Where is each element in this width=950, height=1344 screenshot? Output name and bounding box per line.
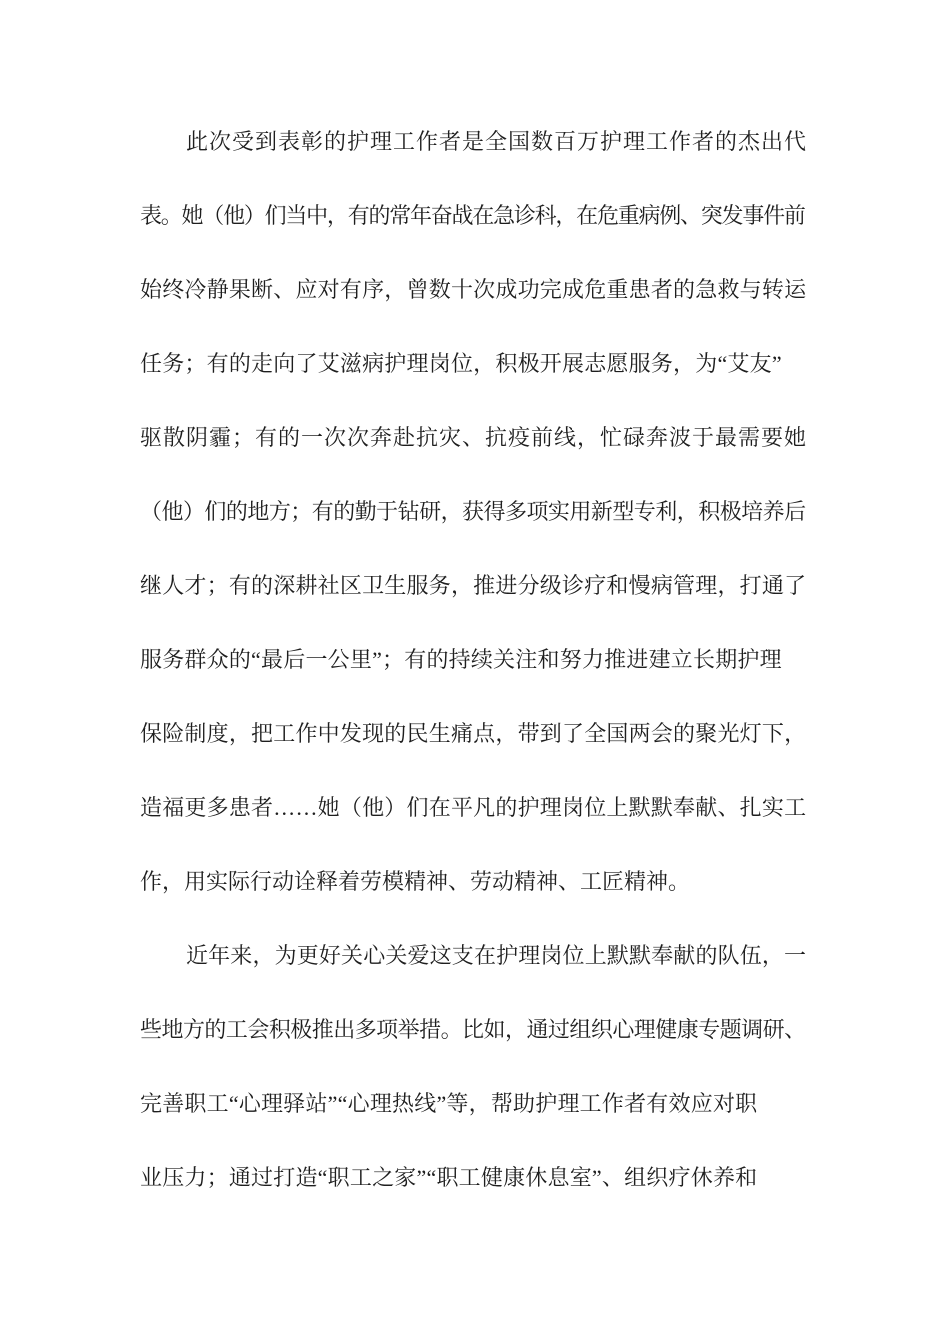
text-line: 此次受到表彰的护理工作者是全国数百万护理工作者的杰出代	[186, 129, 808, 154]
text-line: 继人才；有的深耕社区卫生服务，推进分级诊疗和慢病管理，打通了	[140, 573, 807, 598]
text-line: 些地方的工会积极推出多项举措。比如，通过组织心理健康专题调研、	[140, 1017, 806, 1042]
text-line: 近年来，为更好关心关爱这支在护理岗位上默默奉献的队伍，一	[186, 943, 807, 968]
document-body	[140, 105, 806, 1215]
text-line: （他）们的地方；有的勤于钻研，获得多项实用新型专利，积极培养后	[140, 499, 806, 524]
text-line: 保险制度，把工作中发现的民生痛点，带到了全国两会的聚光灯下，	[140, 721, 807, 746]
text-line: 服务群众的“最后一公里”；有的持续关注和努力推进建立长期护理	[140, 647, 782, 672]
text-line: 业压力；通过打造“职工之家”“职工健康休息室”、组织疗休养和	[140, 1165, 758, 1190]
text-line: 完善职工“心理驿站”“心理热线”等，帮助护理工作者有效应对职	[140, 1091, 758, 1116]
text-line: 任务；有的走向了艾滋病护理岗位，积极开展志愿服务，为“艾友”	[140, 351, 782, 376]
text-line: 造福更多患者……她（他）们在平凡的护理岗位上默默奉献、扎实工	[140, 795, 807, 820]
text-line: 始终冷静果断、应对有序，曾数十次成功完成危重患者的急救与转运	[140, 277, 807, 302]
text-line: 驱散阴霾；有的一次次奔赴抗灾、抗疫前线，忙碌奔波于最需要她	[140, 425, 808, 450]
text-line: 作，用实际行动诠释着劳模精神、劳动精神、工匠精神。	[140, 869, 691, 894]
text-line: 表。她（他）们当中，有的常年奋战在急诊科，在危重病例、突发事件前	[140, 203, 805, 228]
